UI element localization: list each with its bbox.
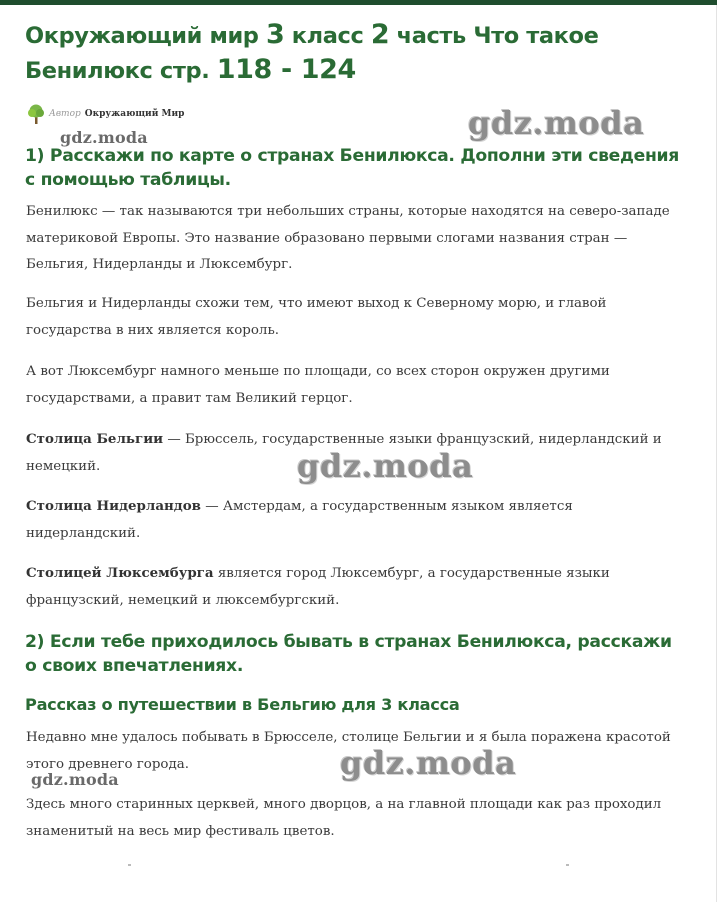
author-line — [26, 103, 184, 125]
paragraph-luxembourg — [26, 560, 686, 614]
author-label: Автор — [49, 109, 81, 119]
term-luxembourg-capital: Столицей Люксембурга — [26, 565, 214, 581]
title-pages: 118 - 124 — [216, 54, 356, 85]
section-heading-1: 1) Расскажи по карте о странах Бенилюкса. Дополни эти сведения с помощью таблицы. — [25, 146, 680, 190]
watermark: gdz.moda — [31, 770, 119, 789]
paragraph: Бенилюкс — так называются три небольших страны, которые находятся на северо-западе материковой Европы. Это название образовано первыми слогами названия стран — Бельгия, Нидерланды и Люксембург. — [26, 204, 670, 272]
paragraph-text: — Брюссель, государственные языки французский, нидерландский и немецкий. — [26, 432, 662, 474]
title-part: часть Что такое Бенилюкс стр. — [25, 23, 599, 84]
paragraph-text: является город Люксембург, а государственные языки французский, немецкий и люксембургский. — [26, 566, 610, 608]
tree-icon — [26, 103, 46, 125]
title-grade: 3 — [265, 19, 285, 50]
divider-dot — [566, 864, 569, 866]
paragraph: Бельгия и Нидерланды схожи тем, что имеют выход к Северному морю, и главой государства в них является король. — [26, 296, 607, 338]
watermark: gdz.moda — [468, 104, 645, 142]
term-netherlands-capital: Столица Нидерландов — [26, 498, 201, 514]
watermark: gdz.moda — [297, 447, 474, 485]
title-part-number: 2 — [370, 19, 390, 50]
paragraph-text: — Амстердам, а государственным языком является нидерландский. — [26, 499, 573, 541]
watermark: gdz.moda — [60, 128, 148, 147]
term-belgium-capital: Столица Бельгии — [26, 431, 164, 447]
divider-dot — [128, 864, 131, 866]
paragraph: Здесь много старинных церквей, много дворцов, а на главной площади как раз проходил знаменитый на весь мир фестиваль цветов. — [26, 797, 662, 839]
paragraph: А вот Люксембург намного меньше по площади, со всех сторон окружен другими государствами, а правит там Великий герцог. — [26, 364, 610, 406]
story-heading: Рассказ о путешествии в Бельгию для 3 класса — [25, 695, 460, 714]
author-name[interactable]: Окружающий Мир — [84, 109, 185, 119]
section-heading-2: 2) Если тебе приходилось бывать в странах Бенилюкса, расскажи о своих впечатлениях. — [25, 632, 672, 676]
watermark: gdz.moda — [340, 744, 517, 782]
paragraph: Недавно мне удалось побывать в Брюсселе, столице Бельгии и я была поражена красотой этого древнего города. — [26, 730, 671, 772]
title-part: класс — [284, 23, 371, 49]
paragraph-netherlands — [26, 493, 686, 547]
top-bar — [0, 0, 717, 5]
page-title — [25, 18, 625, 88]
title-part: Окружающий мир — [25, 23, 266, 49]
